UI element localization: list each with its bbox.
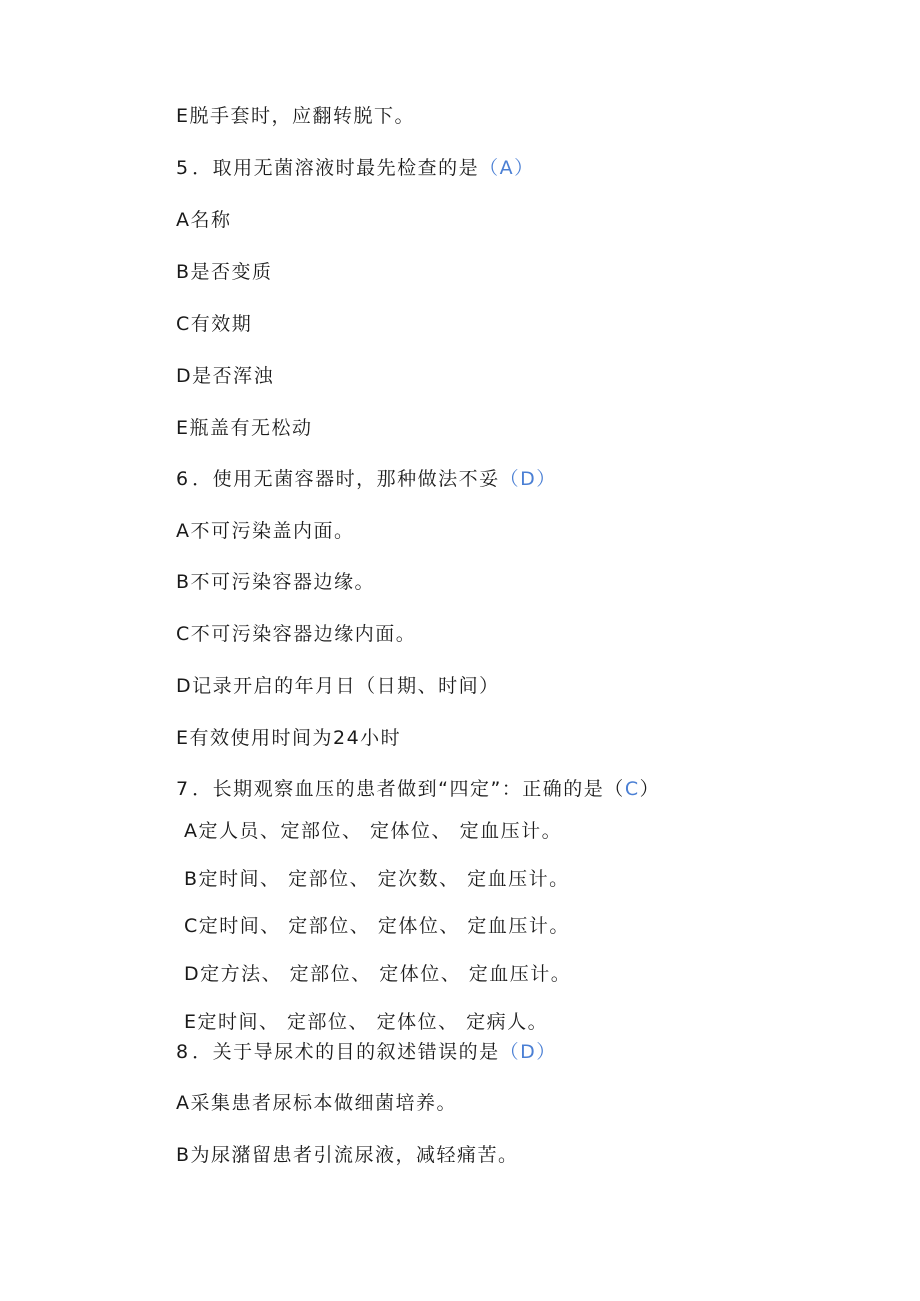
question-number: 7 [176, 778, 193, 800]
option-d-q5: D是否浑浊 [176, 365, 275, 387]
option-c-q5: C有效期 [176, 313, 253, 335]
option-e-q7: E定时间、 定部位、 定体位、 定病人。 [184, 1011, 549, 1033]
option-d-q6: D记录开启的年月日（日期、时间） [176, 675, 500, 697]
question-number: 8 [176, 1041, 193, 1063]
option-e-q4: E脱手套时，应翻转脱下。 [176, 105, 416, 127]
question-number: 5 [176, 157, 193, 179]
answer-key: C [624, 778, 640, 800]
question-text: ．关于导尿术的目的叙述错误的是 [192, 1041, 500, 1063]
option-b-q5: B是否变质 [176, 261, 273, 283]
question-text: ．使用无菌容器时，那种做法不妥 [192, 468, 500, 490]
answer-open: （ [604, 778, 625, 800]
answer-key: （A） [479, 157, 535, 179]
question-text: ．取用无菌溶液时最先检查的是 [192, 157, 480, 179]
question-5 [176, 156, 535, 180]
option-c-q7: C定时间、 定部位、 定体位、 定血压计。 [184, 915, 570, 937]
answer-key: （D） [499, 468, 557, 490]
option-b-q6: B不可污染容器边缘。 [176, 571, 376, 593]
option-e-q5: E瓶盖有无松动 [176, 417, 313, 439]
option-b-q8: B为尿潴留患者引流尿液，减轻痛苦。 [176, 1144, 519, 1166]
answer-close: ） [639, 778, 661, 800]
option-e-q6: E有效使用时间为24小时 [176, 727, 402, 749]
option-a-q8: A采集患者尿标本做细菌培养。 [176, 1092, 457, 1114]
question-8 [176, 1040, 557, 1064]
question-number: 6 [176, 468, 193, 490]
answer-key: （D） [499, 1041, 557, 1063]
question-6 [176, 467, 557, 491]
option-b-q7: B定时间、 定部位、 定次数、 定血压计。 [184, 868, 570, 890]
option-d-q7: D定方法、 定部位、 定体位、 定血压计。 [184, 963, 572, 985]
question-7 [176, 777, 660, 801]
option-a-q5: A名称 [176, 209, 232, 231]
option-c-q6: C不可污染容器边缘内面。 [176, 623, 417, 645]
option-a-q7: A定人员、定部位、 定体位、 定血压计。 [184, 820, 563, 842]
question-text: ．长期观察血压的患者做到“四定”：正确的是 [192, 778, 605, 800]
option-a-q6: A不可污染盖内面。 [176, 520, 355, 542]
